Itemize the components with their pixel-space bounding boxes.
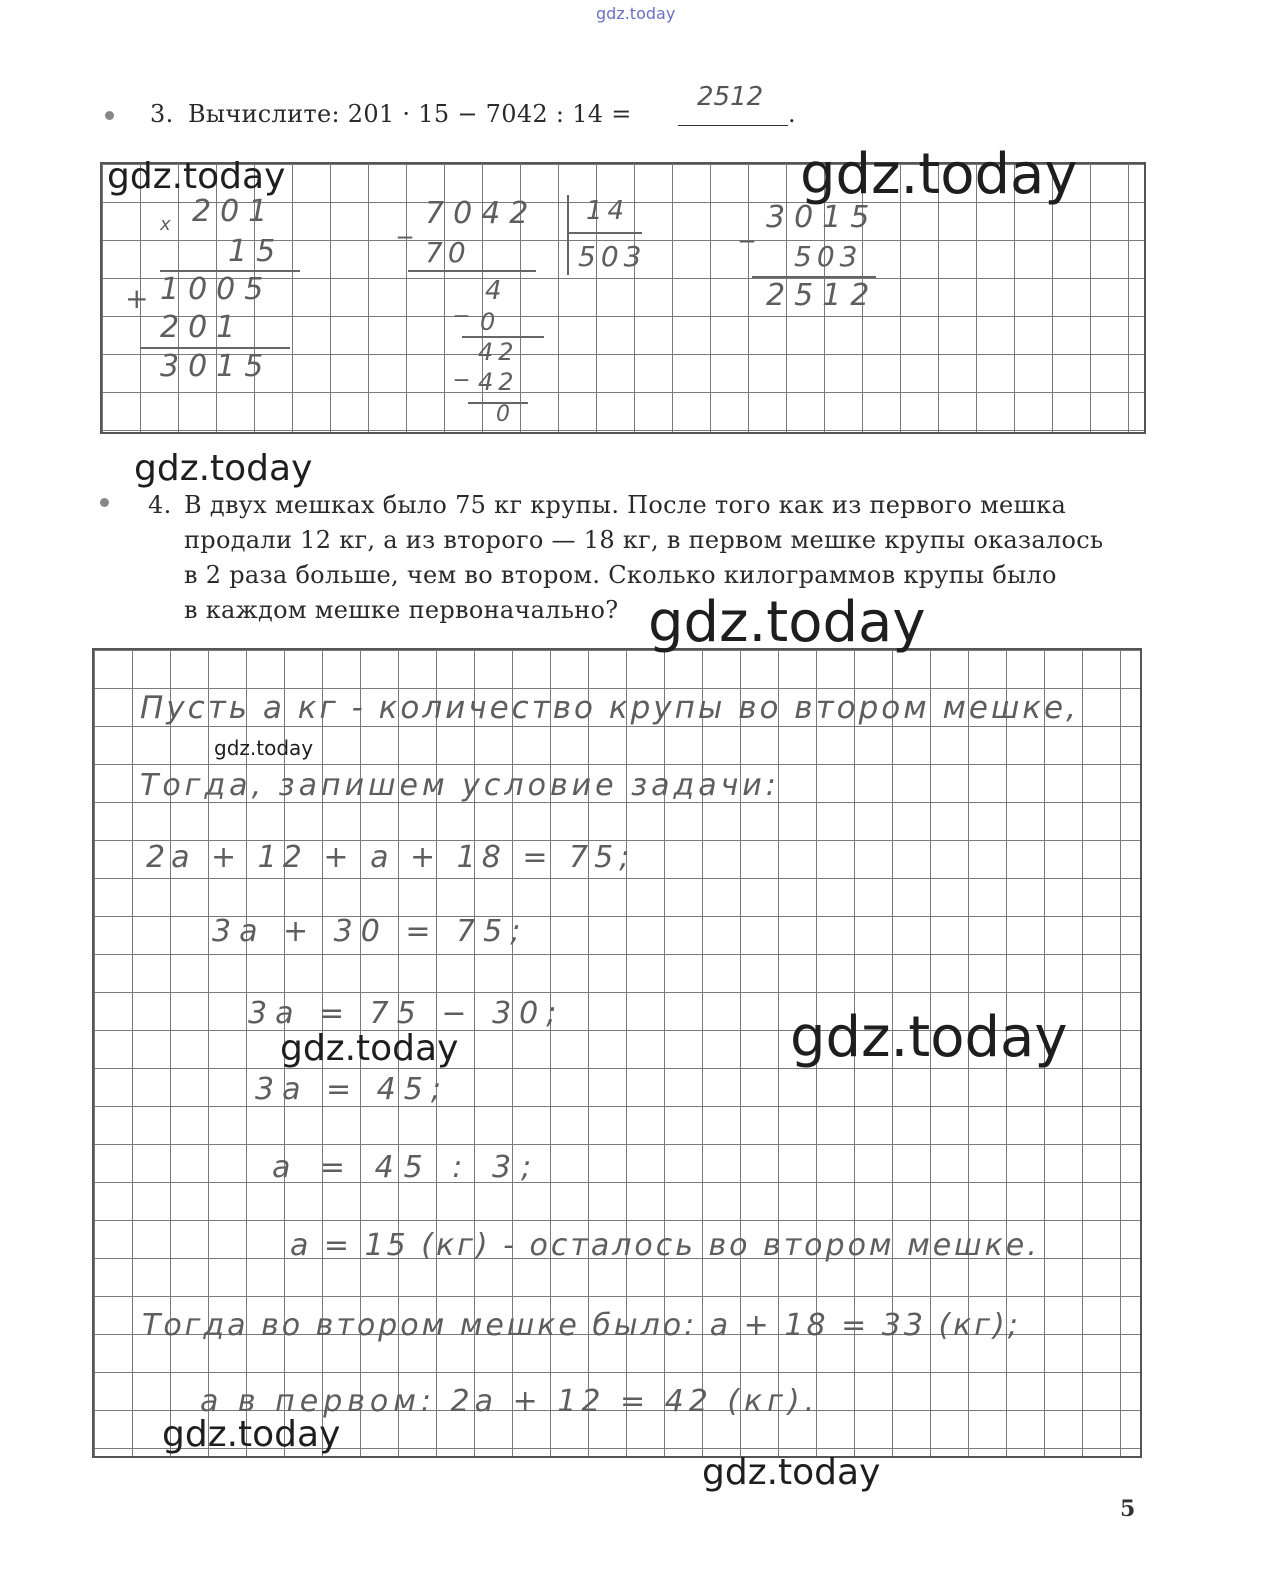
solution-line-9: Тогда во втором мешке было: a + 18 = 33 (кг); xyxy=(142,1308,1021,1343)
div-r1-minus: _ xyxy=(455,288,473,318)
div-bar xyxy=(567,195,569,275)
div-r1: 4 xyxy=(485,276,507,306)
solution-line-6: 3a = 45; xyxy=(255,1072,449,1107)
watermark-7: gdz.today xyxy=(280,1028,459,1069)
sub-result: 2512 xyxy=(766,278,879,313)
div-line-1 xyxy=(408,270,536,272)
task4-line-3: в 2 раза больше, чем во втором. Сколько килограммов крупы было xyxy=(184,561,1057,589)
solution-line-3: 2a + 12 + a + 18 = 75; xyxy=(146,840,636,875)
div-rem: 0 xyxy=(496,402,515,427)
task3-answer-line xyxy=(678,125,788,126)
solution-line-4: 3a + 30 = 75; xyxy=(212,914,529,949)
solution-line-5: 3a = 75 − 30; xyxy=(248,996,565,1031)
watermark-5: gdz.today xyxy=(214,736,314,760)
sub-minus: _ xyxy=(740,210,759,243)
watermark-2: gdz.today xyxy=(800,142,1078,207)
mult-p1: 1005 xyxy=(160,272,273,307)
div-quotient: 503 xyxy=(578,240,647,273)
solution-line-7: a = 45 : 3; xyxy=(272,1150,542,1185)
task4-line-1: В двух мешках было 75 кг крупы. После того как из первого мешка xyxy=(184,491,1067,519)
mult-sign: x xyxy=(160,214,176,235)
watermark-1: gdz.today xyxy=(107,156,286,197)
div-s3: 42 xyxy=(478,368,519,396)
task3-number: 3. xyxy=(150,100,174,128)
task3-prompt: Вычислите: 201 · 15 − 7042 : 14 = xyxy=(188,100,632,128)
div-divisor: 14 xyxy=(586,196,630,226)
watermark-6: gdz.today xyxy=(790,1005,1068,1070)
task3-answer: 2512 xyxy=(697,82,764,112)
task3-end: . xyxy=(788,100,796,128)
solution-line-1: Пусть a кг - количество крупы во втором мешке, xyxy=(140,690,1079,726)
div-sub1: 70 xyxy=(425,236,471,269)
mult-p2: 201 xyxy=(160,310,245,345)
watermark-3: gdz.today xyxy=(134,448,313,489)
page-number: 5 xyxy=(1120,1496,1136,1522)
site-tag: gdz.today xyxy=(596,4,676,23)
watermark-9: gdz.today xyxy=(702,1452,881,1493)
solution-line-2: Тогда, запишем условие задачи: xyxy=(140,768,780,803)
sub-a: 3015 xyxy=(766,200,879,235)
mult-a: 201 xyxy=(192,194,277,229)
task4-line-4: в каждом мешке первоначально? xyxy=(184,596,619,624)
task4-number: 4. xyxy=(148,491,172,519)
mult-b: 15 xyxy=(228,234,285,269)
solution-line-8: a = 15 (кг) - осталось во втором мешке. xyxy=(290,1228,1040,1263)
bullet-task4 xyxy=(100,498,109,507)
div-s2: 0 xyxy=(480,308,501,336)
sub-b: 503 xyxy=(794,240,863,273)
bullet-task3 xyxy=(105,111,114,120)
mult-plus: + xyxy=(125,282,154,315)
div-dividend: 7042 xyxy=(425,196,538,231)
div-r2: 42 xyxy=(478,338,519,366)
div-minus: _ xyxy=(398,206,417,239)
mult-result: 3015 xyxy=(160,349,273,384)
solution-line-10: а в первом: 2a + 12 = 42 (кг). xyxy=(200,1384,820,1419)
task4-line-2: продали 12 кг, а из второго — 18 кг, в первом мешке крупы оказалось xyxy=(184,526,1104,554)
div-divisor-line xyxy=(567,232,642,234)
watermark-4: gdz.today xyxy=(648,590,926,655)
watermark-8: gdz.today xyxy=(162,1414,341,1455)
div-r2-minus: _ xyxy=(455,352,473,382)
